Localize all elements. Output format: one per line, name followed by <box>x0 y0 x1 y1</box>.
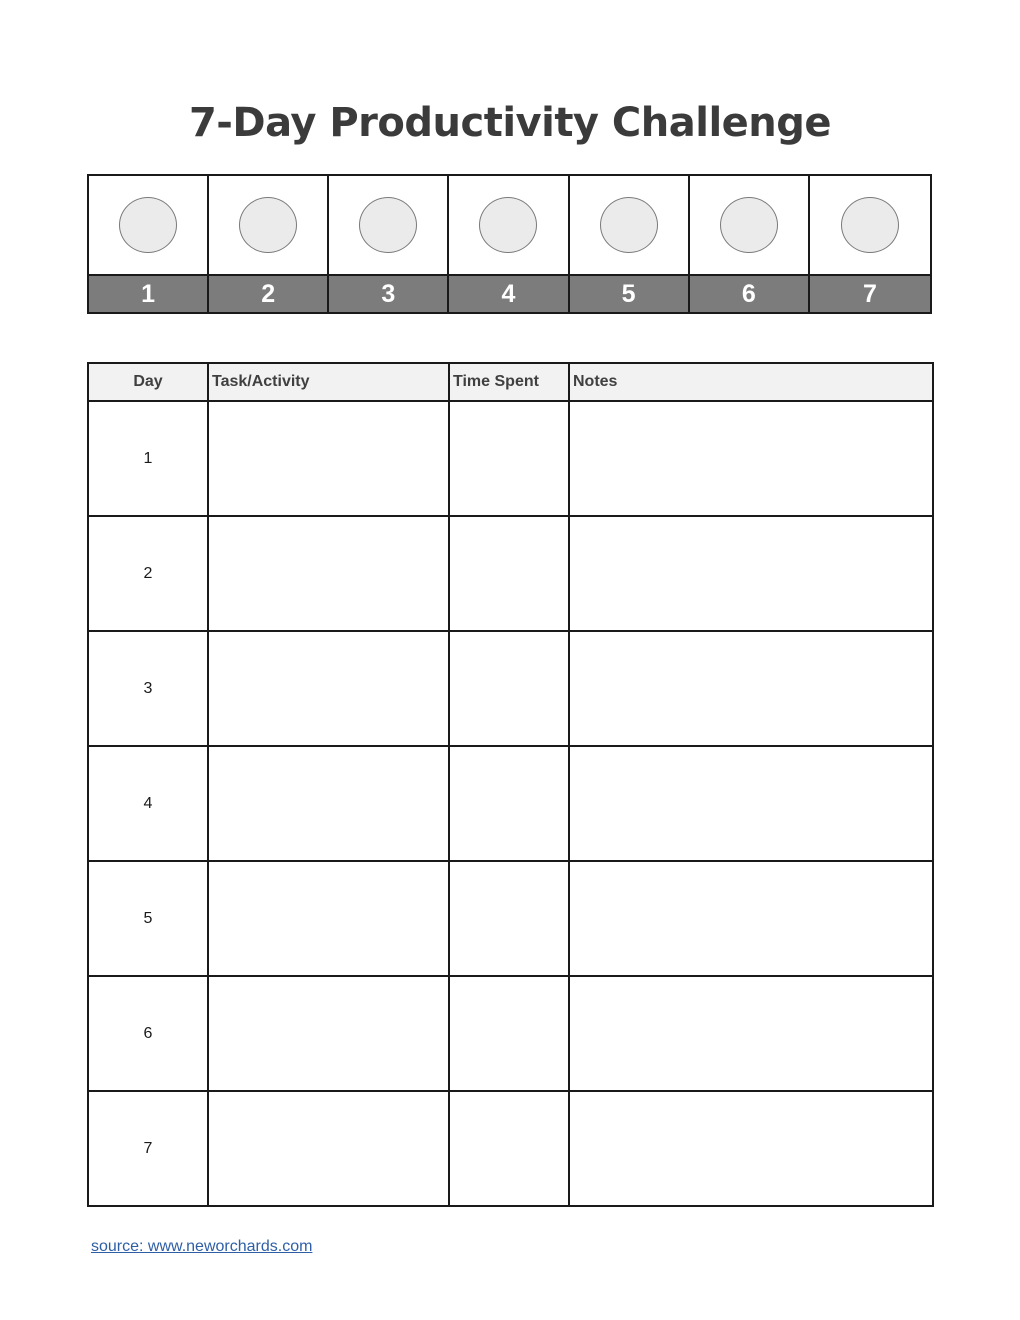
source-link[interactable]: source: www.neworchards.com <box>91 1238 313 1255</box>
time-cell[interactable] <box>449 861 569 976</box>
day-cell: 7 <box>88 1091 208 1206</box>
tracker-cell-day-6[interactable] <box>690 176 810 274</box>
notes-cell[interactable] <box>569 516 933 631</box>
checkbox-circle-icon[interactable] <box>720 197 778 253</box>
task-cell[interactable] <box>208 401 449 516</box>
task-cell[interactable] <box>208 861 449 976</box>
tracker-day-number: 5 <box>570 274 690 312</box>
table-row <box>88 1091 933 1206</box>
day-cell: 4 <box>88 746 208 861</box>
time-cell[interactable] <box>449 976 569 1091</box>
table-row <box>88 631 933 746</box>
tracker-day-number: 6 <box>690 274 810 312</box>
tracker-cell-day-4[interactable] <box>449 176 569 274</box>
checkbox-circle-icon[interactable] <box>119 197 177 253</box>
tracker-cell-day-2[interactable] <box>209 176 329 274</box>
notes-cell[interactable] <box>569 861 933 976</box>
time-cell[interactable] <box>449 516 569 631</box>
tracker-cell-day-1[interactable] <box>89 176 209 274</box>
task-cell[interactable] <box>208 1091 449 1206</box>
tracker-cell-day-5[interactable] <box>570 176 690 274</box>
column-header-day: Day <box>88 363 208 401</box>
notes-cell[interactable] <box>569 746 933 861</box>
notes-cell[interactable] <box>569 976 933 1091</box>
tracker-day-number: 4 <box>449 274 569 312</box>
time-cell[interactable] <box>449 746 569 861</box>
tracker-cell-day-3[interactable] <box>329 176 449 274</box>
column-header-task: Task/Activity <box>208 363 449 401</box>
checkbox-circle-icon[interactable] <box>359 197 417 253</box>
activity-log-table <box>87 362 934 1207</box>
notes-cell[interactable] <box>569 1091 933 1206</box>
checkbox-circle-icon[interactable] <box>239 197 297 253</box>
day-cell: 2 <box>88 516 208 631</box>
task-cell[interactable] <box>208 976 449 1091</box>
column-header-time: Time Spent <box>449 363 569 401</box>
notes-cell[interactable] <box>569 401 933 516</box>
checkbox-circle-icon[interactable] <box>841 197 899 253</box>
day-cell: 5 <box>88 861 208 976</box>
table-header-row <box>88 363 933 401</box>
day-tracker <box>87 174 932 314</box>
time-cell[interactable] <box>449 401 569 516</box>
table-row <box>88 861 933 976</box>
page-title: 7-Day Productivity Challenge <box>188 100 832 146</box>
time-cell[interactable] <box>449 631 569 746</box>
table-row <box>88 746 933 861</box>
day-cell: 6 <box>88 976 208 1091</box>
task-cell[interactable] <box>208 516 449 631</box>
tracker-cell-day-7[interactable] <box>810 176 930 274</box>
checkbox-circle-icon[interactable] <box>600 197 658 253</box>
time-cell[interactable] <box>449 1091 569 1206</box>
table-row <box>88 516 933 631</box>
day-cell: 3 <box>88 631 208 746</box>
column-header-notes: Notes <box>569 363 933 401</box>
tracker-day-number: 2 <box>209 274 329 312</box>
task-cell[interactable] <box>208 631 449 746</box>
tracker-day-number: 3 <box>329 274 449 312</box>
table-row <box>88 401 933 516</box>
tracker-day-number: 7 <box>810 274 930 312</box>
task-cell[interactable] <box>208 746 449 861</box>
tracker-day-number: 1 <box>89 274 209 312</box>
checkbox-circle-icon[interactable] <box>479 197 537 253</box>
day-cell: 1 <box>88 401 208 516</box>
notes-cell[interactable] <box>569 631 933 746</box>
table-row <box>88 976 933 1091</box>
